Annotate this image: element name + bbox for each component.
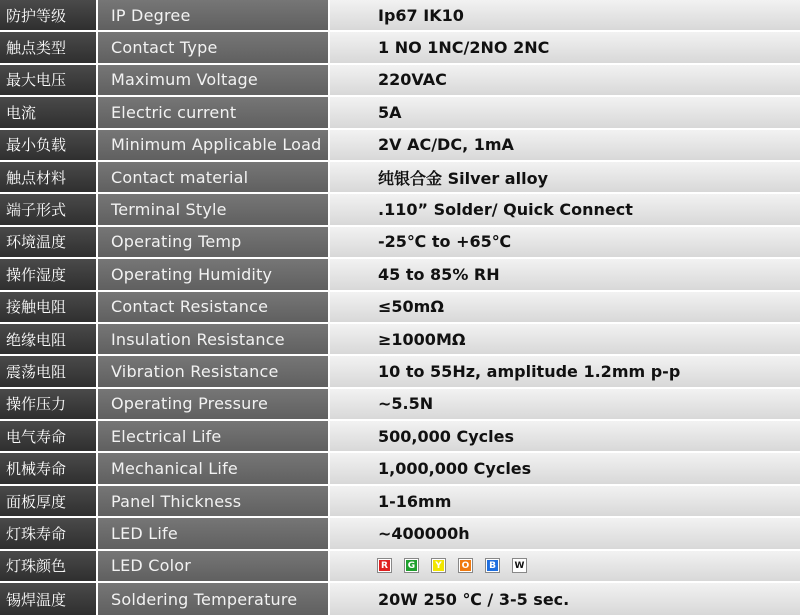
led-color-swatches	[378, 559, 526, 572]
spec-cn-label: 灯珠颜色	[0, 551, 98, 581]
spec-en-label: Electric current	[98, 97, 330, 127]
spec-row	[0, 259, 800, 291]
spec-row	[0, 356, 800, 388]
spec-row	[0, 583, 800, 615]
spec-value: 1 NO 1NC/2NO 2NC	[330, 32, 800, 62]
led-color-chip: G	[405, 559, 418, 572]
spec-value: ~400000h	[330, 518, 800, 548]
spec-cn-label: 接触电阻	[0, 292, 98, 322]
spec-en-label: Contact Resistance	[98, 292, 330, 322]
spec-cn-label: 面板厚度	[0, 486, 98, 516]
spec-value: .110” Solder/ Quick Connect	[330, 194, 800, 224]
spec-row	[0, 162, 800, 194]
spec-cn-label: 环境温度	[0, 227, 98, 257]
spec-en-label: LED Life	[98, 518, 330, 548]
spec-value: 220VAC	[330, 65, 800, 95]
spec-row	[0, 389, 800, 421]
spec-value: ≤50mΩ	[330, 292, 800, 322]
spec-row	[0, 97, 800, 129]
spec-en-label: Electrical Life	[98, 421, 330, 451]
spec-value: 20W 250 ℃ / 3-5 sec.	[330, 583, 800, 615]
spec-value: 纯银合金 Silver alloy	[330, 162, 800, 192]
spec-value: ~5.5N	[330, 389, 800, 419]
led-color-value	[330, 551, 800, 581]
spec-value: 10 to 55Hz, amplitude 1.2mm p-p	[330, 356, 800, 386]
led-color-chip: R	[378, 559, 391, 572]
spec-row	[0, 130, 800, 162]
spec-row	[0, 65, 800, 97]
spec-cn-label: 震荡电阻	[0, 356, 98, 386]
spec-row	[0, 227, 800, 259]
spec-en-label: Contact material	[98, 162, 330, 192]
spec-row	[0, 421, 800, 453]
spec-row	[0, 32, 800, 64]
spec-en-label: Operating Pressure	[98, 389, 330, 419]
spec-en-label: Soldering Temperature	[98, 583, 330, 615]
spec-en-label: Panel Thickness	[98, 486, 330, 516]
spec-value: 2V AC/DC, 1mA	[330, 130, 800, 160]
spec-value: -25℃ to +65℃	[330, 227, 800, 257]
spec-en-label: Minimum Applicable Load	[98, 130, 330, 160]
spec-cn-label: 灯珠寿命	[0, 518, 98, 548]
spec-cn-label: 机械寿命	[0, 453, 98, 483]
spec-en-label: Insulation Resistance	[98, 324, 330, 354]
spec-cn-label: 锡焊温度	[0, 583, 98, 615]
spec-cn-label: 最小负载	[0, 130, 98, 160]
spec-cn-label: 触点类型	[0, 32, 98, 62]
spec-en-label: Operating Humidity	[98, 259, 330, 289]
spec-en-label: Operating Temp	[98, 227, 330, 257]
spec-row	[0, 324, 800, 356]
spec-row	[0, 453, 800, 485]
spec-en-label: Terminal Style	[98, 194, 330, 224]
spec-en-label: Maximum Voltage	[98, 65, 330, 95]
spec-cn-label: 操作压力	[0, 389, 98, 419]
led-color-chip: O	[459, 559, 472, 572]
spec-row	[0, 518, 800, 550]
spec-value: 1,000,000 Cycles	[330, 453, 800, 483]
spec-row	[0, 194, 800, 226]
spec-cn-label: 电流	[0, 97, 98, 127]
spec-value: 500,000 Cycles	[330, 421, 800, 451]
spec-row	[0, 0, 800, 32]
spec-en-label: Mechanical Life	[98, 453, 330, 483]
spec-cn-label: 电气寿命	[0, 421, 98, 451]
spec-en-label: Vibration Resistance	[98, 356, 330, 386]
spec-cn-label: 绝缘电阻	[0, 324, 98, 354]
spec-en-label: Contact Type	[98, 32, 330, 62]
spec-row	[0, 292, 800, 324]
led-color-chip: Y	[432, 559, 445, 572]
spec-en-label: LED Color	[98, 551, 330, 581]
spec-value: 5A	[330, 97, 800, 127]
spec-row	[0, 486, 800, 518]
spec-cn-label: 防护等级	[0, 0, 98, 30]
led-color-chip: W	[514, 560, 525, 571]
spec-value: Ip67 IK10	[330, 0, 800, 30]
spec-value: 45 to 85% RH	[330, 259, 800, 289]
spec-cn-label: 操作湿度	[0, 259, 98, 289]
spec-en-label: IP Degree	[98, 0, 330, 30]
led-color-chip: B	[486, 559, 499, 572]
spec-cn-label: 端子形式	[0, 194, 98, 224]
spec-row	[0, 551, 800, 583]
spec-value: ≥1000MΩ	[330, 324, 800, 354]
spec-value: 1-16mm	[330, 486, 800, 516]
spec-cn-label: 最大电压	[0, 65, 98, 95]
spec-cn-label: 触点材料	[0, 162, 98, 192]
